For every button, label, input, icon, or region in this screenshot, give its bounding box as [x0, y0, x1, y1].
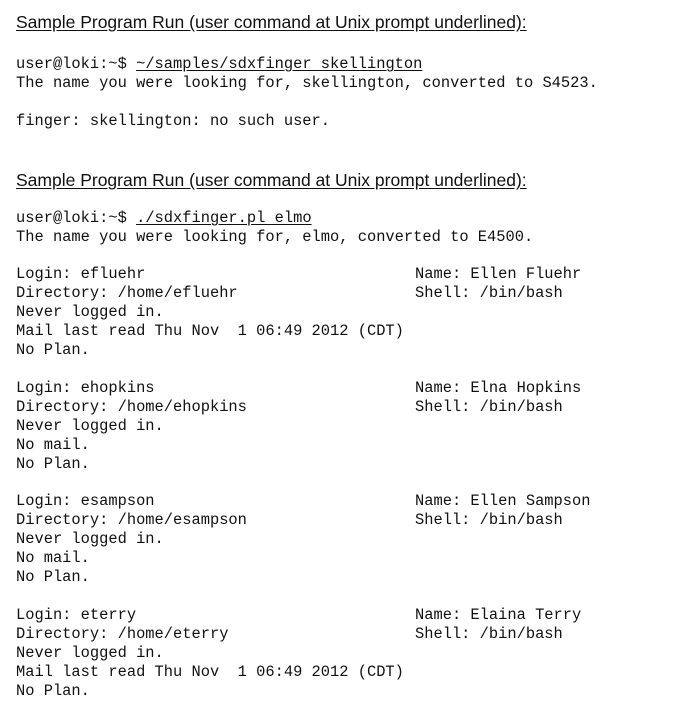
entry-login-line: [16, 606, 582, 625]
entry-login-line: [16, 379, 582, 398]
run1-command-line: [16, 55, 422, 74]
entry-shell: Shell: /bin/bash: [415, 625, 563, 643]
entry-name: Name: Elaina Terry: [415, 606, 582, 624]
entry-shell: Shell: /bin/bash: [415, 398, 563, 416]
entry-status-line: Never logged in.: [16, 417, 164, 435]
entry-plan-line: No Plan.: [16, 341, 90, 359]
entry-plan-line: No Plan.: [16, 682, 90, 700]
entry-name: Name: Ellen Fluehr: [415, 265, 582, 283]
entry-login: Login: eterry: [16, 606, 137, 624]
entry-login-line: [16, 492, 591, 511]
entry-directory-line: [16, 284, 563, 303]
entry-directory: Directory: /home/esampson: [16, 511, 247, 529]
run1-finger-result: finger: skellington: no such user.: [16, 112, 331, 130]
entry-login: Login: ehopkins: [16, 379, 155, 397]
entry-mail-line: No mail.: [16, 549, 90, 567]
entry-mail-line: No mail.: [16, 436, 90, 454]
entry-directory: Directory: /home/ehopkins: [16, 398, 247, 416]
entry-directory: Directory: /home/efluehr: [16, 284, 238, 302]
run2-command: ./sdxfinger.pl elmo: [136, 209, 312, 227]
run2-heading: Sample Program Run (user command at Unix prompt underlined):: [16, 170, 527, 190]
run1-heading: Sample Program Run (user command at Unix prompt underlined):: [16, 12, 527, 32]
entry-status-line: Never logged in.: [16, 303, 164, 321]
run1-prompt: user@loki:~$: [16, 55, 137, 73]
entry-name: Name: Elna Hopkins: [415, 379, 582, 397]
entry-status-line: Never logged in.: [16, 530, 164, 548]
entry-status-line: Never logged in.: [16, 644, 164, 662]
run1-command: ~/samples/sdxfinger skellington: [136, 55, 423, 73]
entry-mail-line: Mail last read Thu Nov 1 06:49 2012 (CDT): [16, 322, 404, 340]
entry-shell: Shell: /bin/bash: [415, 284, 563, 302]
entry-directory-line: [16, 398, 563, 417]
entry-plan-line: No Plan.: [16, 568, 90, 586]
run2-command-line: [16, 209, 312, 228]
entry-directory: Directory: /home/eterry: [16, 625, 229, 643]
entry-shell: Shell: /bin/bash: [415, 511, 563, 529]
entry-login: Login: esampson: [16, 492, 155, 510]
entry-login-line: [16, 265, 582, 284]
entry-directory-line: [16, 511, 563, 530]
entry-login: Login: efluehr: [16, 265, 146, 283]
entry-directory-line: [16, 625, 563, 644]
entry-name: Name: Ellen Sampson: [415, 492, 591, 510]
run2-output: The name you were looking for, elmo, converted to E4500.: [16, 228, 534, 246]
run1-output: The name you were looking for, skellington, converted to S4523.: [16, 74, 598, 92]
entry-mail-line: Mail last read Thu Nov 1 06:49 2012 (CDT): [16, 663, 404, 681]
entry-plan-line: No Plan.: [16, 455, 90, 473]
run2-prompt: user@loki:~$: [16, 209, 137, 227]
